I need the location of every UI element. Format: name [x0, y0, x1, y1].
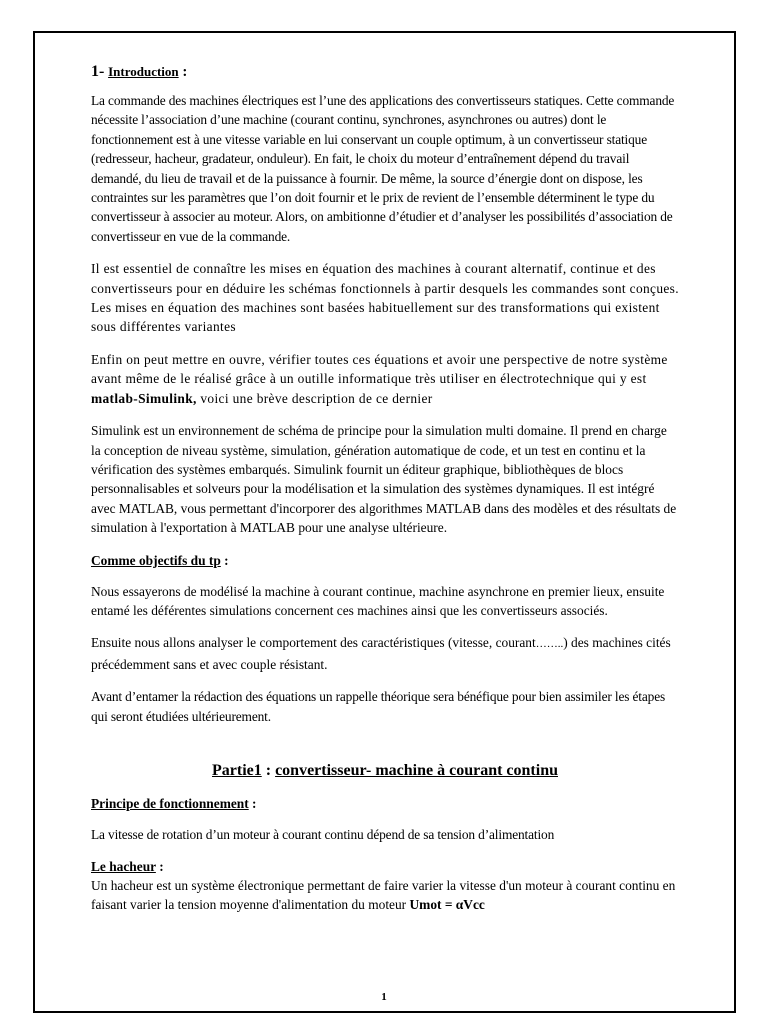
paragraph-analyse-text-2: ) des machines cités précédemment sans et avec couple résistant. — [91, 635, 671, 672]
partie-title: convertisseur- machine à courant continu — [275, 761, 558, 779]
hacheur-colon: : — [155, 859, 164, 875]
objectifs-heading — [91, 551, 679, 570]
section-heading-introduction — [91, 63, 679, 81]
objectifs-colon: : — [220, 552, 229, 568]
page-number: 1 — [381, 991, 387, 1003]
paragraph-objectifs: Nous essayerons de modélisé la machine à courant continue, machine asynchrone en premier lieux, ensuite entamé les déférentes simulations concernent ces machines ainsi que les convertisseurs associés. — [91, 583, 665, 618]
principe-title: Principe de fonctionnement — [91, 795, 249, 811]
paragraph-analyse — [91, 633, 679, 674]
paragraph-matlab — [91, 350, 679, 408]
section-colon: : — [182, 64, 188, 80]
hacheur-heading — [91, 857, 679, 876]
partie-heading — [91, 762, 679, 780]
paragraph-principe: La vitesse de rotation d’un moteur à courant continu dépend de sa tension d’alimentation — [91, 826, 555, 842]
paragraph-hacheur-text: Un hacheur est un système électronique permettant de faire varier la vitesse d'un moteur à courant continu en faisant varier la tension moyenne d'alimentation du moteur — [91, 878, 676, 913]
formula-umot: Umot = αVcc — [409, 897, 485, 913]
paragraph-matlab-text-2: voici une brève description de ce dernier — [196, 390, 433, 406]
paragraph-equations: Il est essentiel de connaître les mises en équation des machines à courant alternatif, continue et des convertisseurs pour en déduire les schémas fonctionnels à partir desquels les commandes sont conçues. Les mises en équation des machines sont basées habituellement sur des transformations qui existent sous différentes variantes — [91, 261, 679, 335]
partie-label: Partie1 — [211, 761, 262, 779]
hacheur-title: Le hacheur — [91, 859, 156, 875]
matlab-simulink-term: matlab-Simulink, — [91, 390, 197, 406]
paragraph-simulink: Simulink est un environnement de schéma de principe pour la simulation multi domaine. Il prend en charge la conception de niveau système, simulation, génération automatique de code, et un test en continu et la vérification des systèmes embarqués. Simulink fournit un éditeur graphique, bibliothèques de blocs personnalisables et solveurs pour la modélisation et la simulation des systèmes dynamiques. Il est intégré avec MATLAB, vous permettant d'incorporer des algorithmes MATLAB dans des modèles et des résultats de simulation à l'exportation à MATLAB pour une analyse ultérieure. — [91, 423, 677, 536]
partie-separator: : — [261, 761, 276, 779]
section-number: 1- — [91, 63, 105, 80]
objectifs-title: Comme objectifs du tp — [91, 552, 221, 568]
paragraph-commande: La commande des machines électriques est l’une des applications des convertisseurs statiques. Cette commande nécessite l’association d’une machine (courant continu, synchrones, asynchrones ou autres) dont le fonctionnement est à une vitesse variable en lui conservant un couple optimum, à un convertisseur statique (redresseur, hacheur, gradateur, onduleur). En fait, le choix du moteur d’entraînement dépend du travail demandé, du lieu de travail et de la puissance à fournir. De même, la source d’énergie dont on dispose, les contraintes sur les paramètres que l’on doit fournir et le prix de revient de l’ensemble déterminent le type du convertisseur à associer au moteur. Alors, on ambitionne d’étudier et d’analyser les possibilités d’association de convertisseur en vue de la commande. — [91, 93, 675, 244]
paragraph-analyse-text-1: Ensuite nous allons analyser le comportement des caractéristiques (vitesse, courant — [91, 635, 536, 651]
principe-heading — [91, 794, 679, 813]
paragraph-matlab-text-1: Enfin on peut mettre en ouvre, vérifier toutes ces équations et avoir une perspective de notre système avant même de le réalisé grâce à un outille informatique très utiliser en électrotechnique qui y est — [91, 351, 668, 387]
section-title: Introduction — [108, 64, 179, 79]
ellipsis-dots: …….. — [535, 638, 564, 651]
document-body — [91, 58, 679, 914]
principe-colon: : — [248, 795, 257, 811]
paragraph-hacheur — [91, 876, 679, 914]
paragraph-rappel: Avant d’entamer la rédaction des équations un rappelle théorique sera bénéfique pour bien assimiler les étapes qui seront étudiées ultérieurement. — [91, 689, 666, 724]
